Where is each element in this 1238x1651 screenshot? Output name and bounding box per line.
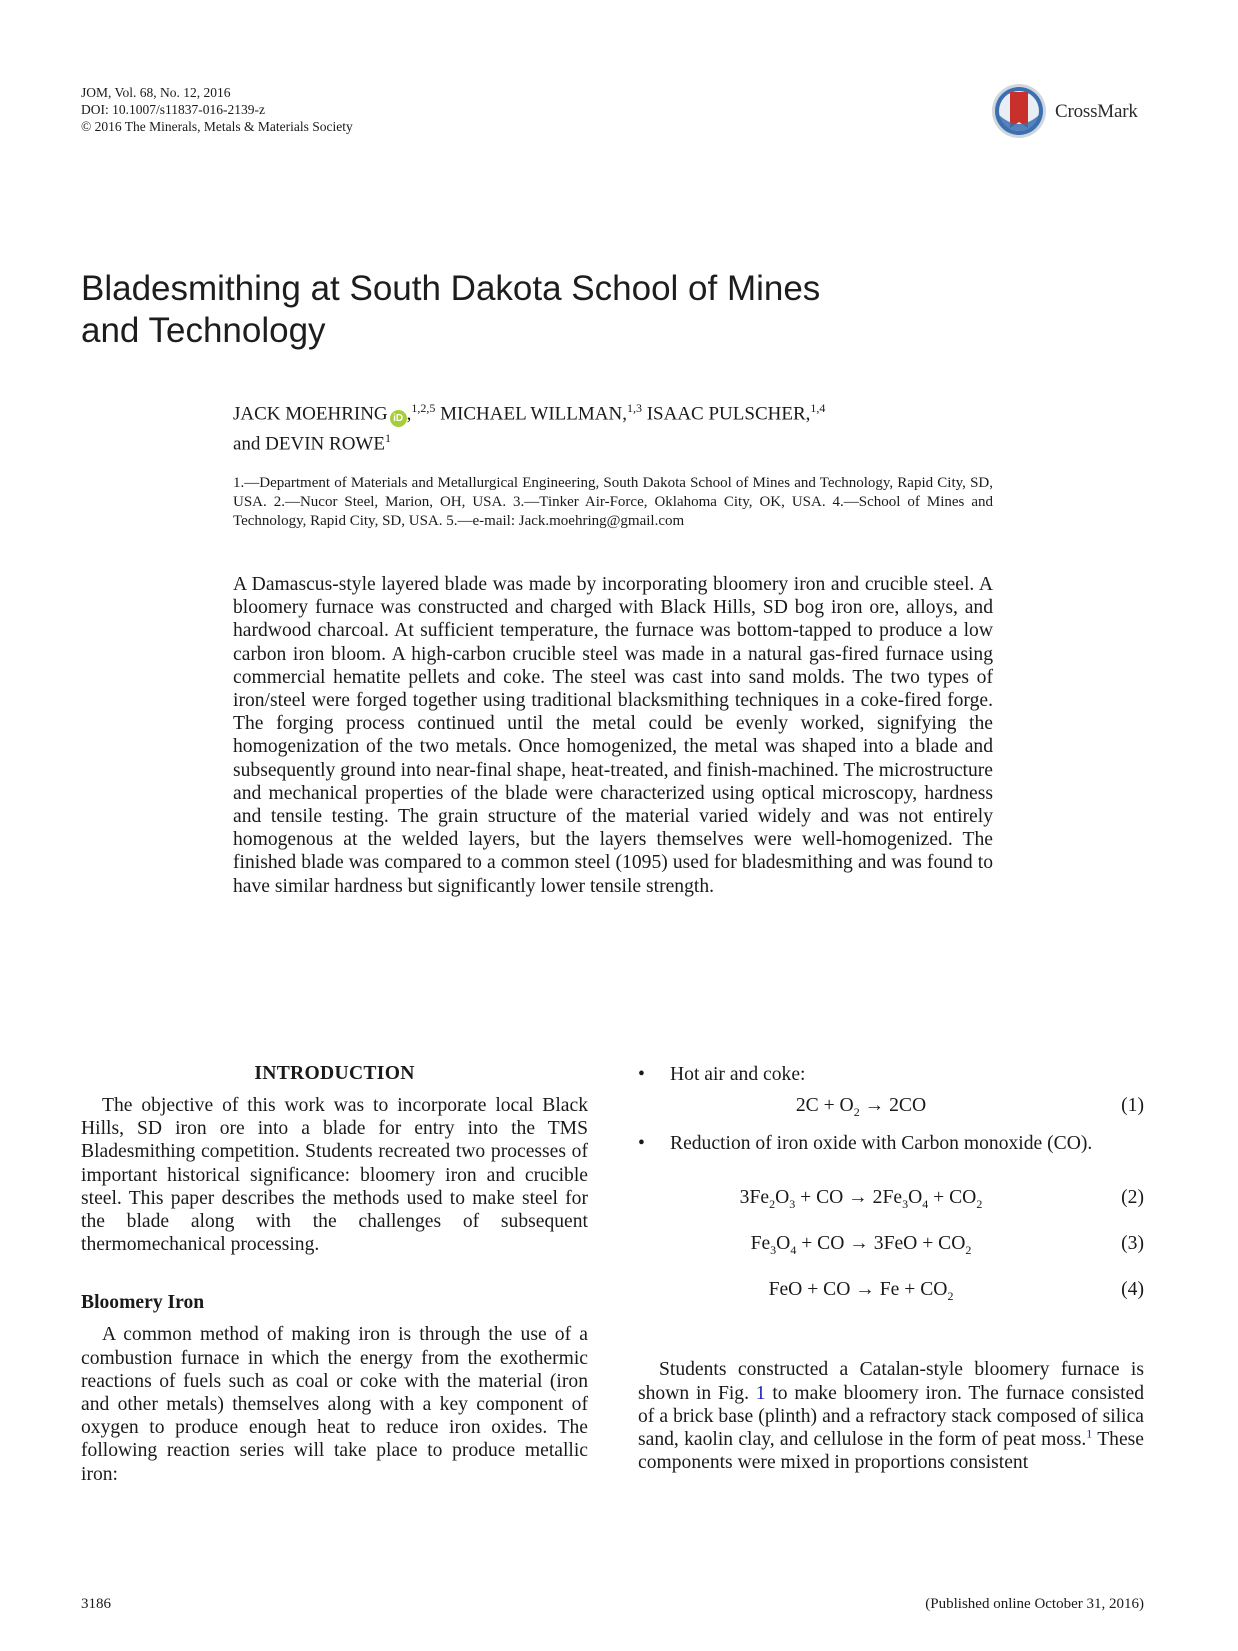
affiliations: 1.—Department of Materials and Metallurgical Engineering, South Dakota School of Mines and Technology, Rapid City, SD, USA. 2.—Nucor Steel, Marion, OH, USA. 3.—Tinker Air-Force, Oklahoma City, OK, USA. 4.—School of Mines and Technology, Rapid City, SD, USA. 5.—e-mail: Jack.moehring@gmail.com <box>233 475 993 529</box>
author-moehring: JACK MOEHRING <box>233 403 388 425</box>
journal-info <box>81 84 353 135</box>
journal-citation: JOM, Vol. 68, No. 12, 2016 <box>81 85 231 100</box>
published-date: (Published online October 31, 2016) <box>925 1596 1144 1612</box>
bullet-text: Reduction of iron oxide with Carbon monoxide (CO). <box>670 1133 1093 1155</box>
introduction-paragraph: The objective of this work was to incorporate local Black Hills, SD iron ore into a blade for entry into the TMS Bladesmithing competition. Students recreated two processes of important historical significance: bloomery iron and crucible steel. This paper describes the methods used to make steel for the blade along with the challenges of subsequent thermomechanical processing. <box>81 1095 588 1256</box>
reference-1-link[interactable]: 1 <box>1086 1426 1093 1441</box>
bullet-reduction <box>638 1132 1144 1155</box>
bloomery-paragraph: A common method of making iron is through the use of a combustion furnace in which the energy from the exothermic reactions of fuels such as coal or coke with the material (iron and other metals) themselves along with a key component of oxygen to produce enough heat to reduce iron oxides. The following reaction series will take place to produce metallic iron: <box>81 1324 588 1485</box>
doi: DOI: 10.1007/s11837-016-2139-z <box>81 102 265 117</box>
bullet-hot-air <box>638 1063 1144 1086</box>
equation-2: $3Fe_2O_3$ + CO → $2Fe_3O_4 + CO_2$ (2) <box>638 1184 1144 1212</box>
furnace-paragraph: Students constructed a Catalan-style bloomery furnace is shown in Fig. 1 to make bloomery iron. The furnace consisted of a brick base (plinth) and a refractory stack composed of silica sand, kaolin clay, and cellulose in the form of peat moss.$^1$ These components were mixed in proportions consistent <box>638 1359 1145 1474</box>
title-line-2: and Technology <box>81 311 326 350</box>
equation-number: (3) <box>1121 1233 1144 1255</box>
abstract: A Damascus-style layered blade was made by incorporating bloomery iron and crucible steel. A bloomery furnace was constructed and charged with Black Hills, SD bog iron ore, alloys, and hardwood charcoal. At sufficient temperature, the furnace was bottom-tapped to produce a low carbon iron bloom. A high-carbon crucible steel was made in a natural gas-fired furnace using commercial hematite pellets and coke. The steel was cast into sand molds. The two types of iron/steel were forged together using traditional blacksmithing techniques in a coke-fired forge. The forging process continued until the metal could be evenly worked, signifying the homogenization of the two metals. Once homogenized, the metal was shaped into a blade and subsequently ground into near-final shape, heat-treated, and finish-machined. The microstructure and mechanical properties of the blade were characterized using optical microscopy, hardness and tensile testing. The grain structure of the material varied widely and was not entirely homogenous at the welded layers, but the layers themselves were well-homogenized. The finished blade was compared to a common steel (1095) used for bladesmithing and was found to have similar hardness but significantly lower tensile strength. <box>233 574 993 897</box>
left-column <box>81 1063 588 1486</box>
equation-number: (1) <box>1121 1095 1144 1117</box>
equation-1: $2C + O_2 \to 2CO$ (1) <box>638 1092 1144 1120</box>
bloomery-heading: Bloomery Iron <box>81 1292 205 1314</box>
copyright: © 2016 The Minerals, Metals & Materials Society <box>81 119 353 134</box>
author-willman: MICHAEL WILLMAN, <box>440 403 627 425</box>
page-number: 3186 <box>81 1596 111 1612</box>
figure-1-link[interactable]: 1 <box>755 1382 766 1404</box>
introduction-heading: INTRODUCTION <box>254 1063 415 1084</box>
author-list: JACK MOEHRING iD ,$^{1,2,5}$ MICHAEL WILLMAN,$^{1,3}$ ISAAC PULSCHER,$^{1,4}$ and DEVIN ROWE$^1$ <box>233 401 826 455</box>
orcid-icon[interactable]: iD <box>390 410 407 427</box>
author-pulscher-affil: 1,4 <box>810 401 826 415</box>
equation-4: FeO + CO → $Fe + CO_2$ (4) <box>638 1276 1144 1304</box>
right-column <box>638 1063 1144 1474</box>
bullet-text: Hot air and coke: <box>670 1064 806 1085</box>
bullet-marker: • <box>638 1133 645 1155</box>
bullet-marker: • <box>638 1064 645 1085</box>
equation-number: (2) <box>1121 1187 1144 1209</box>
equation-number: (4) <box>1121 1279 1144 1301</box>
author-rowe-affil: 1 <box>384 431 391 446</box>
author-moehring-affil: 1,2,5 <box>411 401 436 415</box>
crossmark-label: CrossMark <box>1055 101 1138 122</box>
author-pulscher: ISAAC PULSCHER, <box>646 403 811 425</box>
author-willman-affil: 1,3 <box>626 401 642 415</box>
equation-3: $Fe_3O_4$ + CO → $3FeO + CO_2$ (3) <box>638 1230 1144 1258</box>
crossmark-badge[interactable] <box>990 82 1150 142</box>
title-line-1: Bladesmithing at South Dakota School of Mines <box>81 269 821 308</box>
crossmark-icon <box>990 82 1048 140</box>
author-rowe: and DEVIN ROWE <box>233 433 385 455</box>
paper-title <box>81 268 981 352</box>
